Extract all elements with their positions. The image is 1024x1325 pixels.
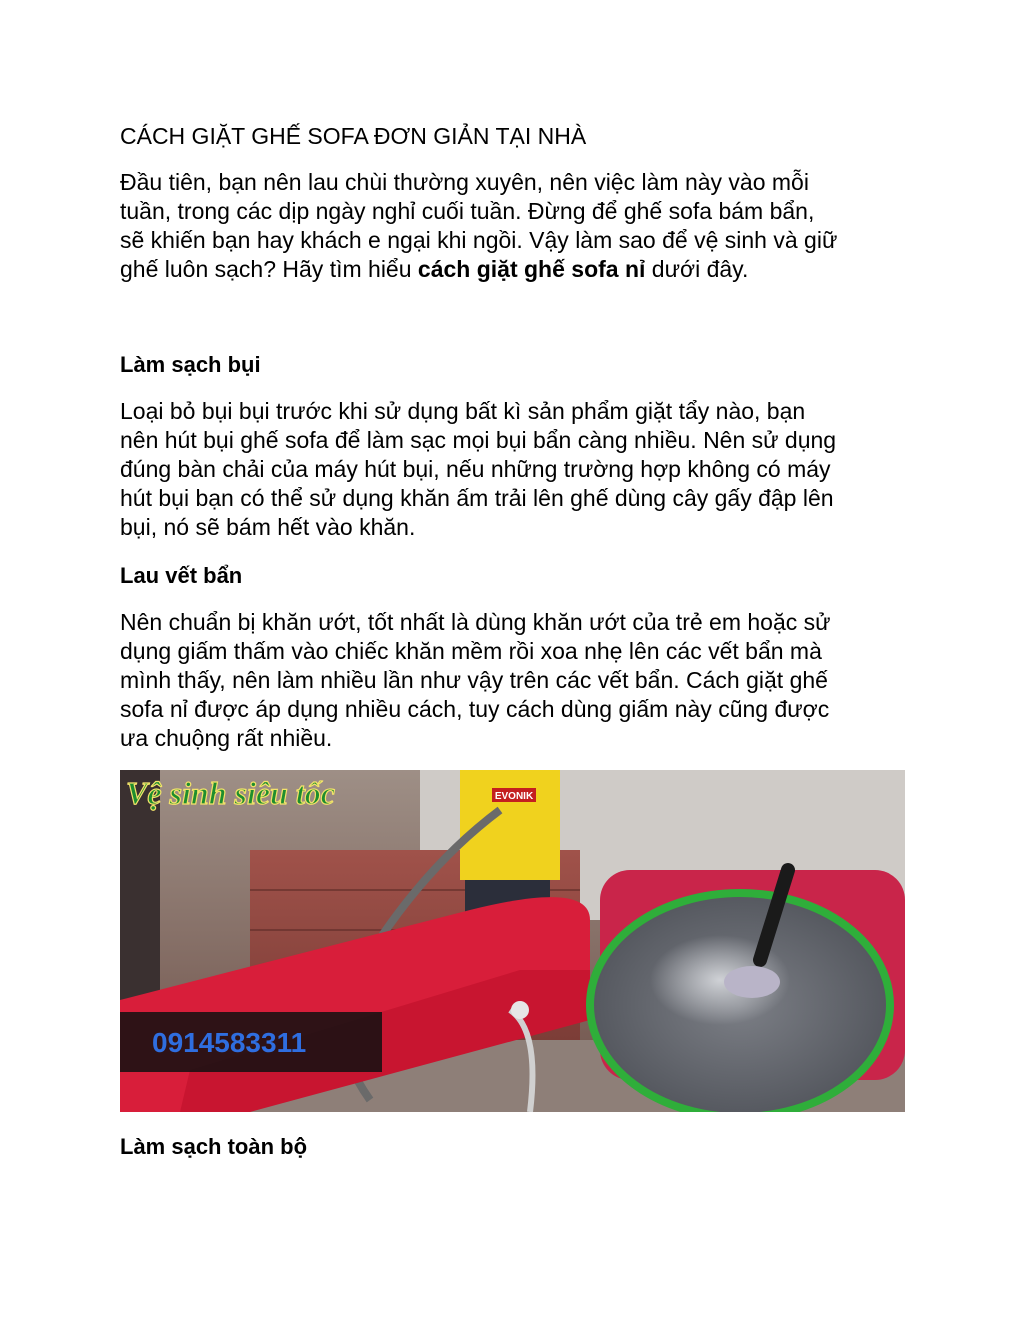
phone-number-text: 0914583311 [152,1027,307,1058]
intro-line-2: tuần, trong các dịp ngày nghỉ cuối tuần. Đừng để ghế sofa bám bẩn, [120,198,815,224]
intro-line-4-end: dưới đây. [645,256,749,282]
intro-line-4 [120,255,748,284]
dust-line-5: bụi, nó sẽ bám hết vào khăn. [120,514,416,540]
section-heading-stains: Lau vết bẩn [120,563,243,588]
stains-line-4: sofa nỉ được áp dụng nhiều cách, tuy cách dùng giấm này cũng được [120,696,830,722]
dust-line-1: Loại bỏ bụi bụi trước khi sử dụng bất kì sản phẩm giặt tẩy nào, bạn [120,398,806,424]
stains-line-5: ưa chuộng rất nhiều. [120,725,333,751]
dust-line-2: nên hút bụi ghế sofa để làm sạc mọi bụi bẩn càng nhiều. Nên sử dụng [120,427,837,453]
intro-line-1: Đầu tiên, bạn nên lau chùi thường xuyên, nên việc làm này vào mỗi [120,169,809,195]
dust-line-3: đúng bàn chải của máy hút bụi, nếu những trường hợp không có máy [120,456,831,482]
intro-line-4-start: ghế luôn sạch? Hãy tìm hiểu [120,256,418,282]
company-logo-text: Vệ sinh siêu tốc [126,775,335,811]
document-title: CÁCH GIẶT GHẾ SOFA ĐƠN GIẢN TẠI NHÀ [120,123,587,149]
section-heading-full-clean: Làm sạch toàn bộ [120,1134,308,1159]
dust-line-4: hút bụi bạn có thể sử dụng khăn ấm trải lên ghế dùng cây gấy đập lên [120,485,834,511]
intro-line-3: sẽ khiến bạn hay khách e ngại khi ngồi. Vậy làm sao để vệ sinh và giữ [120,227,838,253]
stains-line-3: mình thấy, nên làm nhiều lần như vậy trên các vết bẩn. Cách giặt ghế [120,667,828,693]
intro-keyword-bold: cách giặt ghế sofa nỉ [417,256,646,282]
shirt-print-text: EVONIK [494,791,534,802]
stains-line-1: Nên chuẩn bị khăn ướt, tốt nhất là dùng khăn ướt của trẻ em hoặc sử [120,609,831,635]
section-heading-dust: Làm sạch bụi [120,352,261,377]
stains-line-2: dụng giấm thấm vào chiếc khăn mềm rồi xoa nhẹ lên các vết bẩn mà [120,638,822,664]
sofa-cleaning-photo [120,770,905,1112]
